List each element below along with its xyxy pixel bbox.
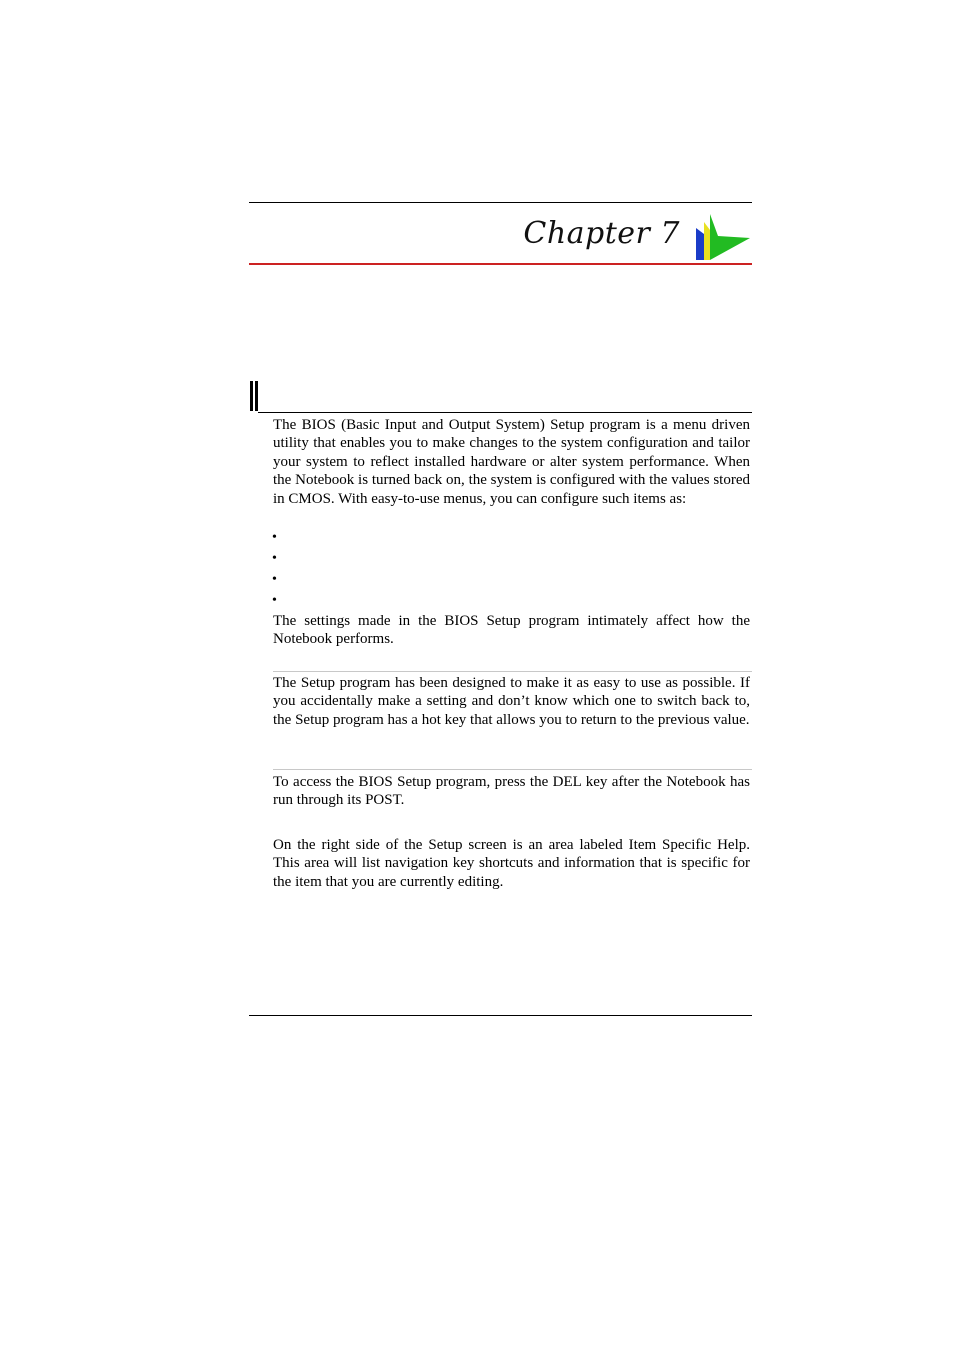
chapter-logo-icon: [694, 210, 752, 262]
section-rule: [258, 412, 752, 413]
chapter-rule: [249, 263, 752, 265]
divider: [273, 671, 752, 672]
intro-paragraph: The BIOS (Basic Input and Output System) Setup program is a menu driven utility that enables you to make changes to the system configuration and tailor your system to reflect installed hardware or alter system performance. When the Notebook is turned back on, the system is configured with the values stored in CMOS. With easy-to-use menus, you can configure such items as:: [273, 417, 750, 507]
chapter-title: Chapter 7: [523, 216, 680, 251]
section-marker: [250, 381, 258, 411]
bullet-item: •: [272, 593, 277, 608]
bullet-item: •: [272, 530, 277, 545]
bullet-item: •: [272, 551, 277, 566]
help-paragraph: On the right side of the Setup screen is an area labeled Item Specific Help. This area will list navigation key shortcuts and information that is specific for the item that you are currently editing.: [273, 837, 750, 890]
logo-yellow-stripe: [704, 222, 710, 260]
bottom-rule: [249, 1015, 752, 1016]
settings-paragraph: The settings made in the BIOS Setup program intimately affect how the Notebook performs.: [273, 613, 750, 648]
logo-green-arrow: [710, 214, 750, 260]
logo-blue-stripe: [696, 228, 704, 260]
design-paragraph: The Setup program has been designed to make it as easy to use as possible. If you accidentally make a setting and don’t know which one to switch back to, the Setup program has a hot key that allows you to return to the previous value.: [273, 675, 750, 728]
top-rule: [249, 202, 752, 203]
access-paragraph: To access the BIOS Setup program, press the DEL key after the Notebook has run through its POST.: [273, 774, 750, 809]
divider: [273, 769, 752, 770]
bullet-item: •: [272, 572, 277, 587]
